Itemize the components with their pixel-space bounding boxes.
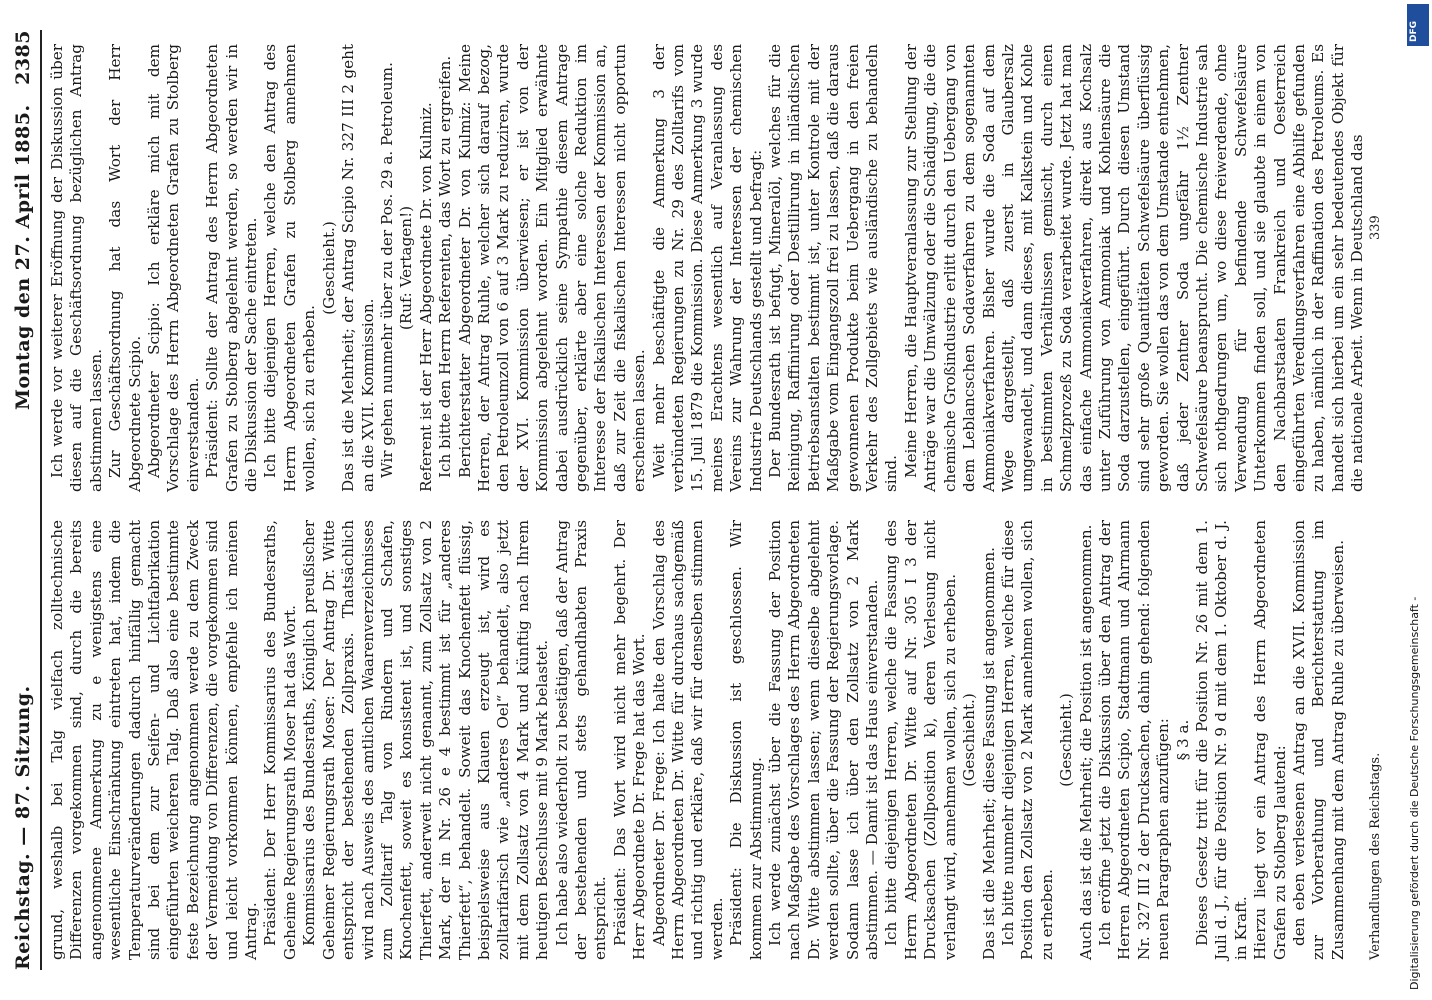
digitization-note-text: Digitalisierung gefördert durch die Deutsche Forschungsgemeinschaft - bbox=[1408, 596, 1421, 990]
paragraph: (Ruf: Vertagen!) bbox=[397, 205, 416, 331]
paragraph: Ich habe also wiederholt zu bestätigen, daß der Antrag der bestehenden und stets gehandhabten Praxis entspricht. bbox=[552, 520, 610, 960]
text-column-right bbox=[48, 44, 1368, 492]
page-header bbox=[12, 30, 40, 970]
paragraph: Wir gehen nunmehr über zu der Pos. 29 a. Petroleum. bbox=[377, 62, 396, 478]
footer-signature: 339 bbox=[1368, 215, 1383, 240]
paragraph: Meine Herren, die Hauptveranlassung zur Stellung der Anträge war die Umwälzung oder die Schädigung, die die chemische Großindustrie erlitt durch den Uebergang von dem Leblancschen Sodaverfahren zu dem sogenannten Ammoniakverfahren. Bisher wurde die Soda auf dem Wege dargestellt, daß zuerst in Glaubersalz umgewandelt, und dann dieses, mit Kalkstein und Kohle in bestimmten Verhältnissen gemischt, durch einen Schmelzprozeß zu Soda verarbeitet wurde. Jetzt hat man das einfache Ammoniakverfahren, direkt aus Kochsalz unter Zuführung von Ammoniak und Kohlensäure die Soda darzustellen, eingeführt. Durch diesen Umstand sind sehr große Quantitäten Schwefelsäure überflüssig geworden. Sie wollen das von dem Umstande entnehmen, daß jeder Zentner Soda ungefähr 1½ Zentner Schwefelsäure beansprucht. Die chemische Industrie sah sich nothgedrungen um, wo diese freiwerdende, ohne Verwendung für befindende Schwefelsäure Unterkommen finden soll, und sie glaubte in einem von den Nachbarstaaten Frankreich und Oesterreich eingeführten Veredlungsverfahren eine Abhilfe gefunden zu haben, nämlich in der Raffination des Petroleums. Es handelt sich hierbei um ein sehr bedeutendes Objekt für die nationale Arbeit. Wenn in Deutschland das bbox=[901, 44, 1367, 492]
text-column-left bbox=[48, 520, 1348, 960]
paragraph: Das ist die Mehrheit; diese Fassung ist angenommen. bbox=[979, 547, 998, 960]
header-rule bbox=[40, 30, 42, 970]
paragraph: Ich werde vor weiterer Eröffnung der Diskussion über diesen auf die Geschäftsordnung bezüglichen Antrag abstimmen lassen. bbox=[48, 44, 105, 492]
paragraph: Präsident: Die Diskussion ist geschlossen. Wir kommen zur Abstimmung. bbox=[727, 520, 765, 960]
paragraph: Das ist die Mehrheit; der Antrag Scipio Nr. 327 III 2 geht an die XVII. Kommission. bbox=[339, 44, 377, 492]
header-date: Montag den 27. April 1885. bbox=[12, 104, 34, 410]
paragraph: Ich eröffne jetzt die Diskussion über den Antrag der Herren Abgeordneten Scipio, Stadtmann und Ahrmann Nr. 327 III 2 der Drucksachen, dahin gehend: folgenden neuen Paragraphen anzufügen: bbox=[1095, 520, 1173, 960]
dfg-logo-text: DFG bbox=[1409, 20, 1419, 42]
footer-source: Verhandlungen des Reichstags. bbox=[1368, 752, 1383, 960]
paragraph: Hierzu liegt vor ein Antrag des Herrn Abgeordneten Grafen zu Stolberg lautend: bbox=[1251, 520, 1289, 960]
paragraph: grund, weshalb bei Talg vielfach zolltechnische Differenzen vorgekommen sind, durch die bereits angenommene Anmerkung zu e wenigstens eine wesentliche Einschränkung eintreten hat, indem die Temperaturveränderungen dadurch hinfällig gemacht sind bei dem zur Seifen- und Lichtfabrikation eingeführten weicheren Talg. Daß also eine bestimmte feste Bezeichnung angenommen werde zu dem Zweck der Vermeidung von Differenzen, die vorgekommen sind und leicht vorkommen können, empfehle ich meinen Antrag. bbox=[48, 520, 261, 960]
paragraph: Abgeordneter Dr. Frege: Ich halte den Vorschlag des Herrn Abgeordneten Dr. Witte für durchaus sachgemäß und richtig und erkläre, daß wir für denselben stimmen werden. bbox=[649, 520, 726, 960]
paragraph: Präsident: Der Herr Kommissarius des Bundesraths, Geheime Regierungsrath Moser hat das Wort. bbox=[261, 520, 299, 960]
paragraph: Kommissarius des Bundesraths, Königlich preußischer Geheimer Regierungsrath Moser: Der Antrag Dr. Witte entspricht der bestehenden Zollpraxis. Thatsächlich wird nach Ausweis des amtlichen Waarenverzeichnisses zum Zolltarif Talg von Rindern und Schafen, Knochenfett, soweit es konsistent ist, und sonstiges Thierfett, anderweit nicht genannt, zum Zollsatz von 2 Mark, der in Nr. 26 e 4 bestimmt ist für „anderes Thierfett“, behandelt. Soweit das Knochenfett flüssig, beispielsweise aus Klauen erzeugt ist, wird es zolltarifarisch wie „anderes Oel“ behandelt, also jetzt mit dem Zollsatz von 4 Mark und künftig nach Ihrem heutigen Beschlusse mit 9 Mark belastet. bbox=[300, 520, 552, 960]
paragraph: Präsident: Das Wort wird nicht mehr begehrt. Der Herr Abgeordnete Dr. Frege hat das Wort. bbox=[610, 520, 649, 960]
paragraph: (Geschieht.) bbox=[319, 221, 338, 315]
paragraph: Abgeordneter Scipio: Ich erkläre mich mit dem Vorschlage des Herrn Abgeordneten Grafen zu Stolberg einverstanden. bbox=[145, 44, 202, 492]
paragraph: Weit mehr beschäftigte die Anmerkung 3 der verbündeten Regierungen zu Nr. 29 des Zolltarifs vom 15. Juli 1879 die Kommission. Diese Anmerkung 3 wurde meines Erachtens wesentlich auf Veranlassung des Vereins zur Wahrung der Interessen der chemischen Industrie Deutschlands gestellt und befragt: bbox=[649, 44, 765, 492]
paragraph: Ich bitte diejenigen Herren, welche den Antrag des Herrn Abgeordneten Grafen zu Stolberg annehmen wollen, sich zu erheben. bbox=[261, 44, 319, 492]
page-number: 2385 bbox=[12, 30, 34, 85]
paragraph: Ich bitte nunmehr diejenigen Herren, welche für diese Position den Zollsatz von 2 Mark annehmen wollen, sich zu erheben. bbox=[998, 520, 1056, 960]
paragraph: Ich bitte diejenigen Herren, welche die Fassung des Herrn Abgeordneten Dr. Witte auf Nr. 305 I 3 der Drucksachen (Zollposition k), deren Verlesung nicht verlangt wird, annehmen wollen, sich zu erheben. bbox=[882, 520, 959, 960]
paragraph: Zur Geschäftsordnung hat das Wort der Herr Abgeordnete Scipio. bbox=[106, 44, 144, 492]
paragraph: Referent ist der Herr Abgeordnete Dr. von Kulmiz. bbox=[416, 102, 435, 492]
paragraph: Der Bundesrath ist befugt, Mineralöl, welches für die Reinigung, Raffinirung oder Destillirung in inländischen Betriebsanstalten bestimmt ist, unter Kontrole mit der Maßgabe vom Eingangszoll frei zu lassen, daß die daraus gewonnenen Produkte beim Uebergang in den freien Verkehr des Zollgebiets wie ausländische zu behandeln sind. bbox=[766, 44, 901, 492]
paragraph: Ich werde zunächst über die Fassung der Position nach Maßgabe des Vorschlages des Herrn Abgeordneten Dr. Witte abstimmen lassen; wenn dieselbe abgelehnt werden sollte, über die Fassung der Regierungsvorlage. Sodann lasse ich über den Zollsatz von 2 Mark abstimmen. — Damit ist das Haus einverstanden. bbox=[766, 520, 882, 960]
dfg-logo[interactable] bbox=[1407, 4, 1429, 46]
paragraph: Präsident: Sollte der Antrag des Herrn Abgeordneten Grafen zu Stolberg abgelehnt werden, so werden wir in die Diskussion der Sache eintreten. bbox=[203, 44, 261, 492]
paragraph: § 3 a. bbox=[1173, 719, 1192, 761]
paragraph: Auch das ist die Mehrheit; die Position ist angenommen. bbox=[1076, 524, 1095, 960]
paragraph: Dieses Gesetz tritt für die Position Nr. 26 mit dem 1. Juli d. J., für die Position Nr. 9 d mit dem 1. Oktober d. J. in Kraft. bbox=[1192, 520, 1250, 960]
paragraph: Ich bitte den Herrn Referenten, das Wort zu ergreifen. bbox=[436, 55, 455, 478]
paragraph: (Geschieht.) bbox=[1057, 693, 1076, 787]
paragraph: den eben verlesenen Antrag an die XVII. Kommission zur Vorberathung und Berichterstattung im Zusammenhang mit dem Antrag Ruhle zu überweisen. bbox=[1290, 520, 1347, 960]
paragraph: (Geschieht.) bbox=[960, 693, 979, 787]
paragraph: Berichterstatter Abgeordneter Dr. von Kulmiz: Meine Herren, der Antrag Ruhle, welcher sich darauf bezog, den Petroleumzoll von 6 auf 3 Mark zu reduziren, wurde der XVI. Kommission überwiesen; er ist von der Kommission abgelehnt worden. Ein Mitglied erwähnte dabei ausdrücklich seine Sympathie diesem Antrage gegenüber, erklärte aber eine solche Reduktion im Interesse der fiskalischen Interessen der Kommission an, daß zur Zeit die fiskalischen Interessen nicht opportun erscheinen lassen. bbox=[455, 44, 649, 492]
header-session: Reichstag. — 87. Sitzung. bbox=[12, 685, 34, 970]
digitization-note bbox=[1408, 596, 1428, 1000]
